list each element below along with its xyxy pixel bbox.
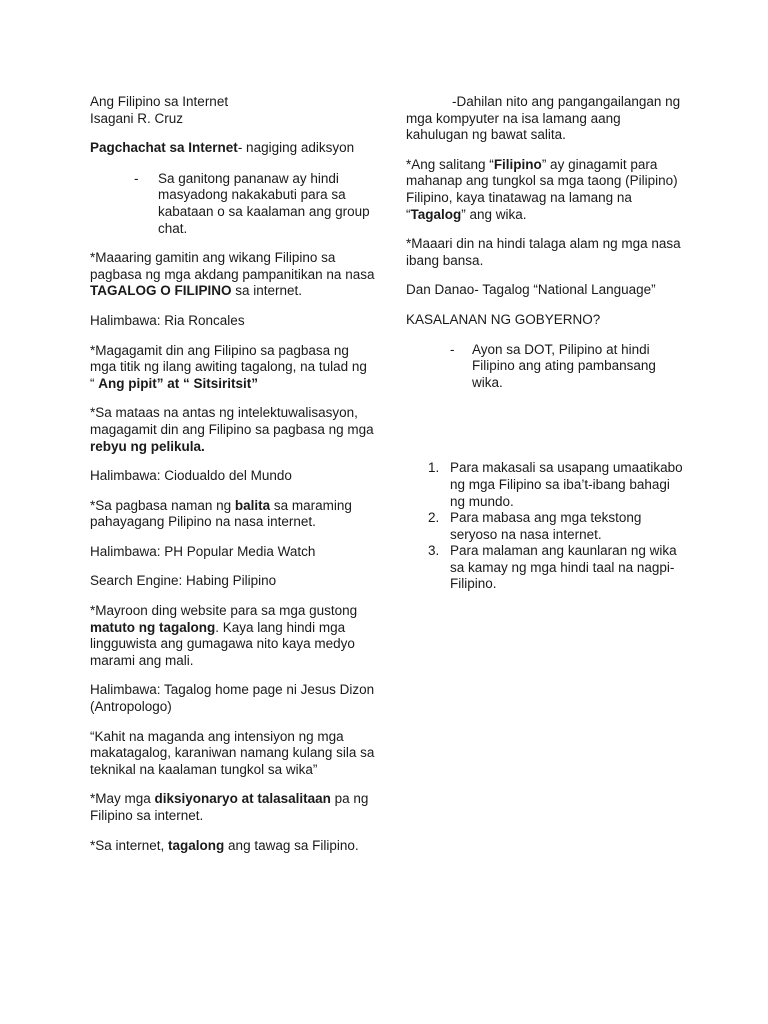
list-number: 3. [428,543,440,559]
paragraph-reason: -Dahilan nito ang pangangailangan ng mga kompyuter na isa lamang aang kahulugan ng bawat salita. [406,94,681,143]
spacer [406,404,686,460]
bold-text: diksiyonaryo at talasalitaan [154,791,331,807]
text: pa ng Filipino sa internet. [90,791,369,823]
quote: “Kahit na maganda ang intensiyon ng mga makatagalog, karaniwan namang kulang sila sa teknikal na kaalaman tungkol sa wika” [90,728,375,777]
paragraph-film-review [90,405,375,455]
dash-marker: - [450,341,455,357]
right-column [406,94,686,593]
text: sa internet. [231,283,303,299]
paragraph-literature [90,250,375,300]
example-4: Halimbawa: Tagalog home page ni Jesus Dizon (Antropologo) [90,682,375,715]
list-item [406,543,686,593]
text: . Kaya lang hindi mga lingguwista ang gumagawa nito kaya medyo marami ang mali. [90,619,355,668]
bold-text: Tagalog [410,206,462,222]
dash-item-group-chat [90,171,375,237]
paragraph-abroad: *Maaari din na hindi talaga alam ng mga nasa ibang bansa. [406,236,681,268]
text: ” ay ginagamit para mahanap ang tungkol sa mga taong (Pilipino) Filipino, kaya tinatawag na lamang na “ [406,156,678,222]
bold-text: Filipino [493,156,542,172]
text: *Sa pagbasa naman ng [90,497,235,513]
heading-kasalanan: KASALANAN NG GOBYERNO? [406,311,601,327]
paragraph-dictionary [90,791,375,824]
paragraph-website [90,603,375,669]
bold-text: Ang pipit” at “ Sitsiritsit” [98,375,259,391]
bold-text: matuto ng tagalong [90,619,216,635]
bold-text: balita [234,497,271,513]
document-title: Ang Filipino sa Internet [90,94,229,109]
dash-text: Sa ganitong pananaw ay hindi masyadong nakakabuti para sa kabataan o sa kaalaman ang group chat. [158,170,370,236]
section-heading [90,140,375,157]
list-item [406,510,686,543]
left-column [90,94,375,867]
heading-bold: Pagchachat sa Internet [90,140,238,156]
text: *Sa mataas na antas ng intelektuwalisasyon, magagamit din ang Filipino sa pagbasa ng mga [90,405,374,437]
paragraph-news [90,498,375,531]
heading-rest: - nagiging adiksyon [237,140,355,156]
dash-item-dot [406,342,686,392]
title-block [90,94,375,127]
paragraph-dan-danao: Dan Danao- Tagalog “National Language” [406,282,656,298]
list-text: Para malaman ang kaunlaran ng wika sa kamay ng mga hindi taal na nagpi-Filipino. [450,543,677,592]
document-author: Isagani R. Cruz [90,110,184,126]
text: sa maraming pahayagang Pilipino na nasa internet. [90,497,352,530]
numbered-list [406,460,686,593]
search-engine: Search Engine: Habing Pilipino [90,573,277,589]
dash-marker: - [134,170,139,186]
text: ang tawag sa Filipino. [224,837,359,853]
example-2: Halimbawa: Ciodualdo del Mundo [90,468,292,484]
example-3: Halimbawa: PH Popular Media Watch [90,543,316,559]
text: ” ang wika. [461,206,527,222]
text: *Sa internet, [90,837,169,853]
bold-text: tagalong [168,837,225,853]
list-number: 1. [428,460,440,476]
paragraph-filipino-word [406,157,686,223]
dash-text: Ayon sa DOT, Pilipino at hindi Filipino ang ating pambansang wika. [472,341,656,390]
paragraph-songs [90,343,375,393]
text: *Mayroon ding website para sa mga gustong [90,603,358,619]
text: *May mga [90,791,155,807]
example-1: Halimbawa: Ria Roncales [90,312,245,328]
list-item [406,460,686,510]
list-text: Para mabasa ang mga tekstong seryoso na nasa internet. [450,510,642,542]
bold-text: rebyu ng pelikula. [90,438,205,454]
list-text: Para makasali sa usapang umaatikabo ng mga Filipino sa iba’t-ibang bahagi ng mundo. [450,460,683,509]
bold-text: TAGALOG O FILIPINO [90,283,232,299]
text: *Maaaring gamitin ang wikang Filipino sa pagbasa ng mga akdang pampanitikan na nasa [90,250,375,282]
text: *Ang salitang “ [406,156,494,172]
list-number: 2. [428,510,440,526]
paragraph-tagalong [90,838,375,855]
text: *Magagamit din ang Filipino sa pagbasa ng mga titik ng ilang awiting tagalong, na tulad ng “ [90,342,367,391]
